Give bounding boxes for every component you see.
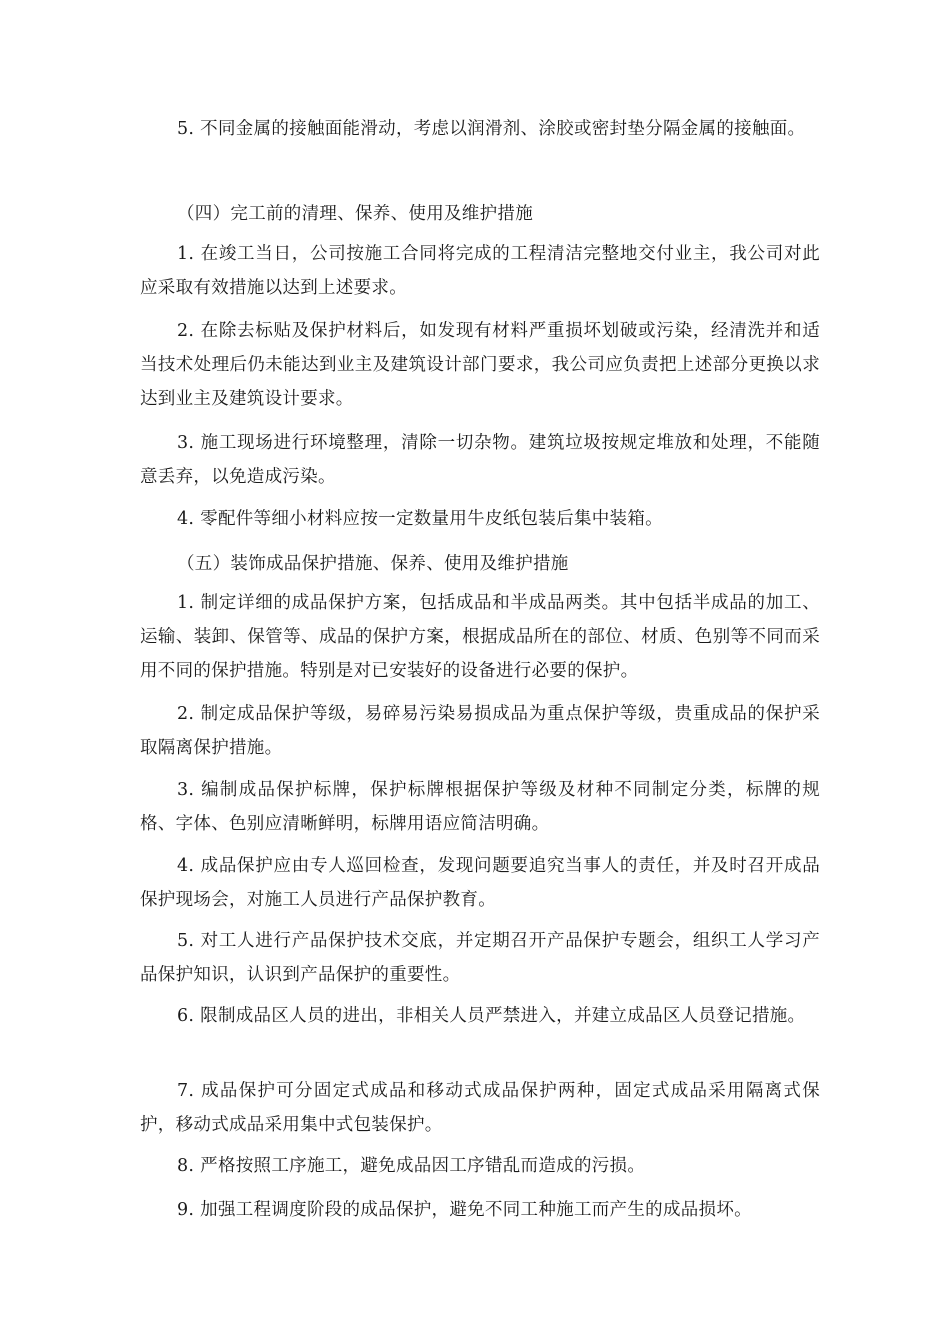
section-heading-4: （四）完工前的清理、保养、使用及维护措施 (177, 204, 533, 224)
paragraph-item-4-packaging: 4. 零配件等细小材料应按一定数量用牛皮纸包装后集中装箱。 (177, 509, 663, 529)
paragraph-item-9-scheduling: 9. 加强工程调度阶段的成品保护，避免不同工种施工而产生的成品损坏。 (177, 1200, 752, 1220)
section-heading-5: （五）装饰成品保护措施、保养、使用及维护措施 (177, 554, 569, 574)
paragraph-item-8-process-order: 8. 严格按照工序施工，避免成品因工序错乱而造成的污损。 (177, 1156, 646, 1176)
paragraph-item-4-inspection: 4. 成品保护应由专人巡回检查，发现问题要追究当事人的责任，并及时召开成品保护现场会，对施工人员进行产品保护教育。 (140, 856, 820, 910)
paragraph-item-6-access-control: 6. 限制成品区人员的进出，非相关人员严禁进入，并建立成品区人员登记措施。 (177, 1006, 806, 1026)
paragraph-item-3-site-cleanup: 3. 施工现场进行环境整理，清除一切杂物。建筑垃圾按规定堆放和处理，不能随意丢弃，以免造成污染。 (140, 433, 820, 487)
paragraph-item-7-protection-types: 7. 成品保护可分固定式成品和移动式成品保护两种，固定式成品采用隔离式保护，移动式成品采用集中式包装保护。 (140, 1081, 820, 1135)
paragraph-item-5-training: 5. 对工人进行产品保护技术交底，并定期召开产品保护专题会，组织工人学习产品保护知识，认识到产品保护的重要性。 (140, 931, 820, 985)
paragraph-item-2-replacement: 2. 在除去标贴及保护材料后，如发现有材料严重损坏划破或污染，经清洗并和适当技术处理后仍未能达到业主及建筑设计部门要求，我公司应负责把上述部分更换以求达到业主及建筑设计要求。 (140, 321, 820, 409)
paragraph-item-5-metal-contact: 5. 不同金属的接触面能滑动，考虑以润滑剂、涂胶或密封垫分隔金属的接触面。 (177, 119, 806, 139)
paragraph-item-3-protection-signs: 3. 编制成品保护标牌，保护标牌根据保护等级及材种不同制定分类，标牌的规格、字体、色别应清晰鲜明，标牌用语应简洁明确。 (140, 780, 820, 834)
paragraph-item-2-protection-level: 2. 制定成品保护等级，易碎易污染易损成品为重点保护等级，贵重成品的保护采取隔离保护措施。 (140, 704, 820, 758)
paragraph-item-1-protection-plan: 1. 制定详细的成品保护方案，包括成品和半成品两类。其中包括半成品的加工、运输、装卸、保管等、成品的保护方案，根据成品所在的部位、材质、色别等不同而采用不同的保护措施。特别是对已安装好的设备进行必要的保护。 (140, 593, 820, 681)
paragraph-item-1-handover: 1. 在竣工当日，公司按施工合同将完成的工程清洁完整地交付业主，我公司对此应采取有效措施以达到上述要求。 (140, 244, 820, 298)
